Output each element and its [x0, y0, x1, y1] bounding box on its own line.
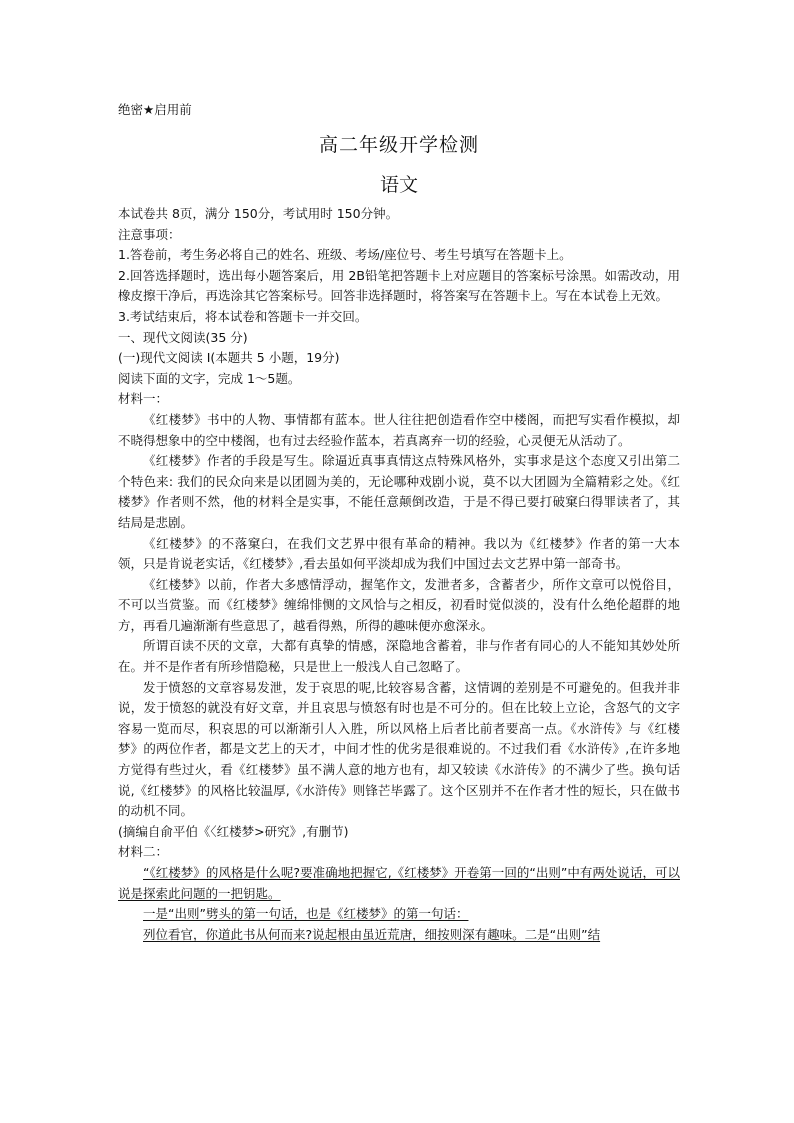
material-1-paragraph: 《红楼梦》以前，作者大多感情浮动，握笔作文，发泄者多，含蓄者少，所作文章可以悦俗目，不可以当赏鉴。而《红楼梦》缠绵悱恻的文风恰与之相反，初看时觉似淡的，没有什么绝伦超群的地方，再看几遍渐渐有些意思了，越看得熟，所得的趣味便亦愈深永。 [118, 576, 680, 633]
material-2-paragraph: 列位看官，你道此书从何而来?说起根由虽近荒唐，细按则深有趣味。二是“出则”结 [143, 926, 601, 942]
material-1-paragraph: 所谓百读不厌的文章，大都有真挚的情感，深隐地含蓄着，非与作者有同心的人不能知其妙处所在。并不是作者有所珍惜隐秘，只是世上一般浅人自己忽略了。 [118, 638, 680, 675]
material-2-paragraph: “《红楼梦》的风格是什么呢?要准确地把握它,《红楼梦》开卷第一回的“出则”中有两处说话，可以说是探索此问题的一把钥匙。 [118, 865, 680, 901]
material-1-paragraph: 发于愤怒的文章容易发泄，发于哀思的呢,比较容易含蓄，这情调的差别是不可避免的。但我并非说，发于愤怒的就没有好文章，并且哀思与愤怒有时也是不可分的。但在比较上立论，含怒气的文字容易一览而尽，积哀思的可以渐渐引人入胜，所以风格上后者比前者要高一点。《水浒传》与《红楼梦》的两位作者，都是文艺上的天才，中间才性的优劣是很难说的。不过我们看《水浒传》,在许多地方觉得有些过火，看《红楼梦》虽不满人意的地方也有，却又较读《水浒传》的不满少了些。换句话说,《红楼梦》的风格比较温厚,《水浒传》则锋芒毕露了。这个区别并不在作者才性的短长，只在做书的动机不同。 [118, 679, 680, 819]
subject-title: 语文 [379, 174, 418, 196]
note-1: 1.答卷前，考生务必将自己的姓名、班级、考场/座位号、考生号填写在答题卡上。 [118, 247, 572, 263]
note-2: 2.回答选择题时，选出每小题答案后，用 2B铅笔把答题卡上对应题目的答案标号涂黑。如需改动，用橡皮擦干净后，再选涂其它答案标号。回答非选择题时，将答案写在答题卡上。写在本试卷上无效。 [118, 267, 680, 304]
confidential-label: 绝密★启用前 [118, 102, 192, 117]
exam-page [118, 96, 680, 945]
material-2-paragraph: 一是“出则”劈头的第一句话，也是《红楼梦》的第一句话： [143, 906, 469, 922]
note-3: 3.考试结束后，将本试卷和答题卡一并交回。 [118, 308, 368, 324]
reading-directions: 阅读下面的文字，完成 1～5题。 [118, 370, 301, 386]
material-1-paragraph: 《红楼梦》的不落窠臼，在我们文艺界中很有革命的精神。我以为《红楼梦》作者的第一大本领，只是肯说老实话，《红楼梦》,看去虽如何平淡却成为我们中国过去文艺界中第一部奇书。 [118, 535, 680, 572]
exam-intro: 本试卷共 8页，满分 150分，考试用时 150分钟。 [118, 206, 399, 221]
material-1-paragraph: 《红楼梦》作者的手段是写生。除逼近真事真情这点特殊风格外，实事求是这个态度又引出第二个特色来: 我们的民众向来是以团圆为美的，无论哪种戏剧小说，莫不以大团圆为全篇精彩之处。《红楼梦》作者则不然，他的材料全是实事，不能任意颠倒改造，于是不得已要打破窠臼得罪读者了，其结局是悲剧。 [118, 453, 680, 530]
material-2-label: 材料二： [118, 844, 169, 860]
section-subheading: (一)现代文阅读 I(本题共 5 小题，19分) [118, 350, 340, 366]
material-1-paragraph: 《红楼梦》书中的人物、事情都有蓝本。世人往往把创造看作空中楼阁，而把写实看作模拟，却不晓得想象中的空中楼阁，也有过去经验作蓝本，若真离弃一切的经验，心灵便无从活动了。 [118, 411, 680, 448]
exam-title: 高二年级开学检测 [318, 134, 479, 156]
material-1-source: (摘编自俞平伯《〈红楼梦>研究》,有删节) [118, 823, 349, 839]
section-heading: 一、现代文阅读(35 分) [118, 329, 248, 345]
material-1-label: 材料一： [118, 391, 169, 407]
notes-label: 注意事项： [118, 226, 181, 242]
